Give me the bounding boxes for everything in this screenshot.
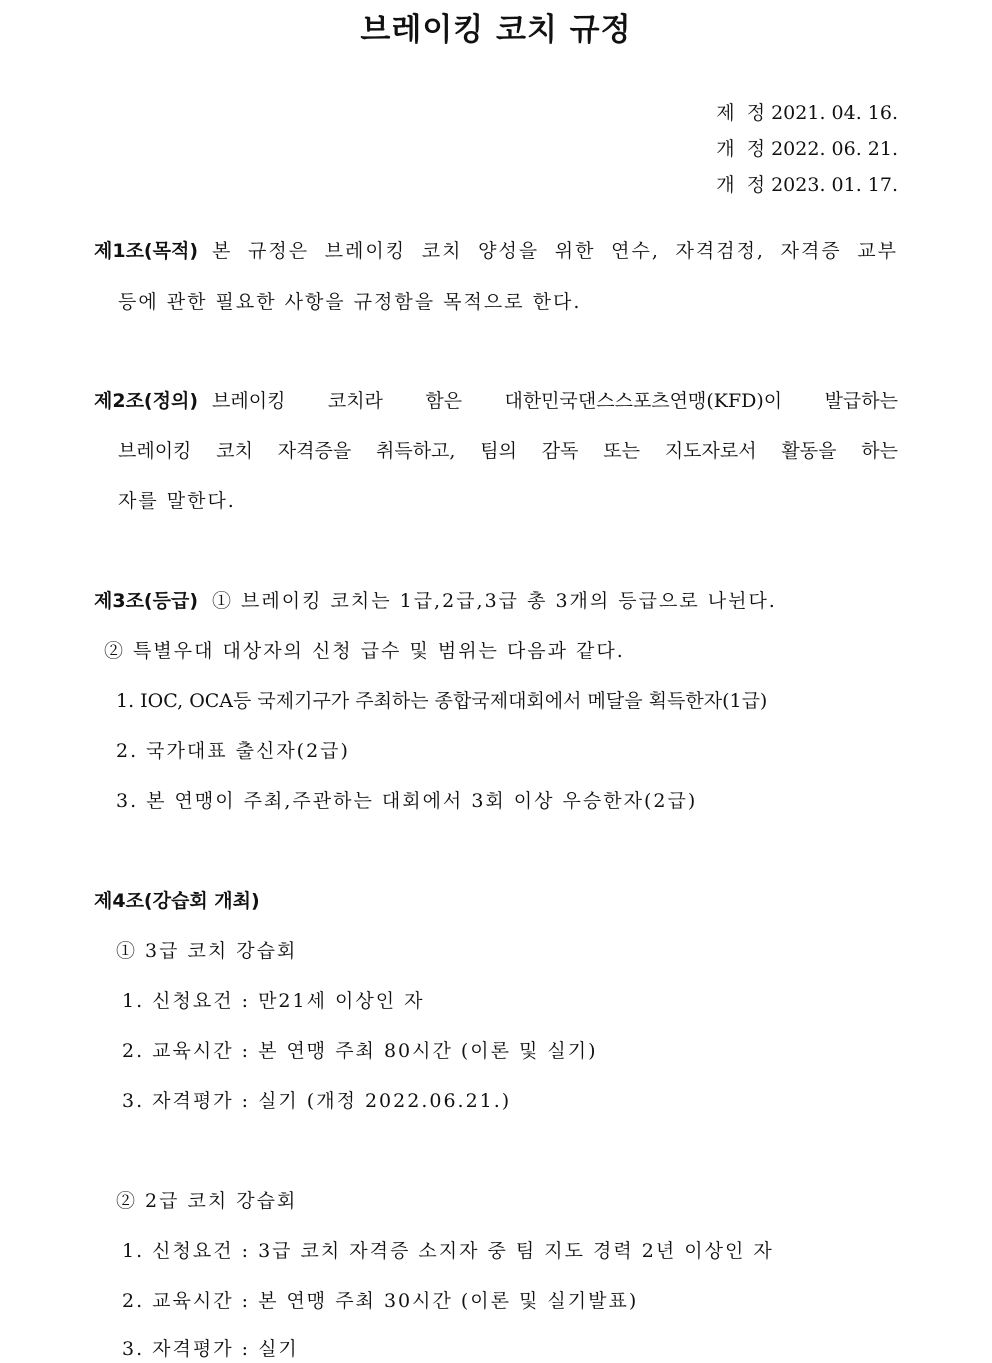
article3-sub-item: 3. 본 연맹이 주최,주관하는 대회에서 3회 이상 우승한자(2급) <box>116 790 698 812</box>
article4-section1-title: ① 3급 코치 강습회 <box>116 940 298 962</box>
article2-line3: 자를 말한다. <box>118 490 236 512</box>
article4-heading-line <box>94 886 274 913</box>
article4-section2-item: 1. 신청요건 : 3급 코치 자격증 소지자 중 팀 지도 경력 2년 이상인 자 <box>122 1240 774 1262</box>
article1-text: 본 규정은 브레이킹 코치 양성을 위한 연수, 자격검정, 자격증 교부 <box>212 240 898 262</box>
article2-line1 <box>94 386 898 413</box>
revision-line: 개 정 2023. 01. 17. <box>716 174 898 196</box>
article1-line1 <box>94 236 898 263</box>
article4-heading: 제4조(강습회 개최) <box>94 890 260 912</box>
document-title: 브레이킹 코치 규정 <box>360 12 632 48</box>
article4-section1-item: 3. 자격평가 : 실기 (개정 2022.06.21.) <box>122 1090 512 1112</box>
article3-line1 <box>94 586 777 613</box>
article3-heading: 제3조(등급) <box>94 590 199 612</box>
article4-section2-item: 2. 교육시간 : 본 연맹 주최 30시간 (이론 및 실기발표) <box>122 1290 639 1312</box>
article4-section2-title: ② 2급 코치 강습회 <box>116 1190 298 1212</box>
article4-section1-item: 2. 교육시간 : 본 연맹 주최 80시간 (이론 및 실기) <box>122 1040 598 1062</box>
revision-line: 제 정 2021. 04. 16. <box>716 102 898 124</box>
revision-line: 개 정 2022. 06. 21. <box>716 138 898 160</box>
article3-sub-item: 1. IOC, OCA등 국제기구가 주최하는 종합국제대회에서 메달을 획득한자(1급) <box>116 690 768 712</box>
article3-item2: ② 특별우대 대상자의 신청 급수 및 범위는 다음과 같다. <box>104 640 625 662</box>
article1-line2: 등에 관한 필요한 사항을 규정함을 목적으로 한다. <box>118 291 582 313</box>
article3-sub-item: 2. 국가대표 출신자(2급) <box>116 740 350 762</box>
article1-heading: 제1조(목적) <box>94 240 199 262</box>
article2-text: 브레이킹 코치라 함은 대한민국댄스스포츠연맹(KFD)이 발급하는 <box>212 390 898 412</box>
revision-history <box>716 95 898 203</box>
article4-section1-item: 1. 신청요건 : 만21세 이상인 자 <box>122 990 425 1012</box>
article2-line2: 브레이킹 코치 자격증을 취득하고, 팀의 감독 또는 지도자로서 활동을 하는 <box>118 440 898 462</box>
article4-section2-item: 3. 자격평가 : 실기 <box>122 1338 299 1360</box>
article3-item1: ① 브레이킹 코치는 1급,2급,3급 총 3개의 등급으로 나뉜다. <box>212 590 777 612</box>
article2-heading: 제2조(정의) <box>94 390 199 412</box>
